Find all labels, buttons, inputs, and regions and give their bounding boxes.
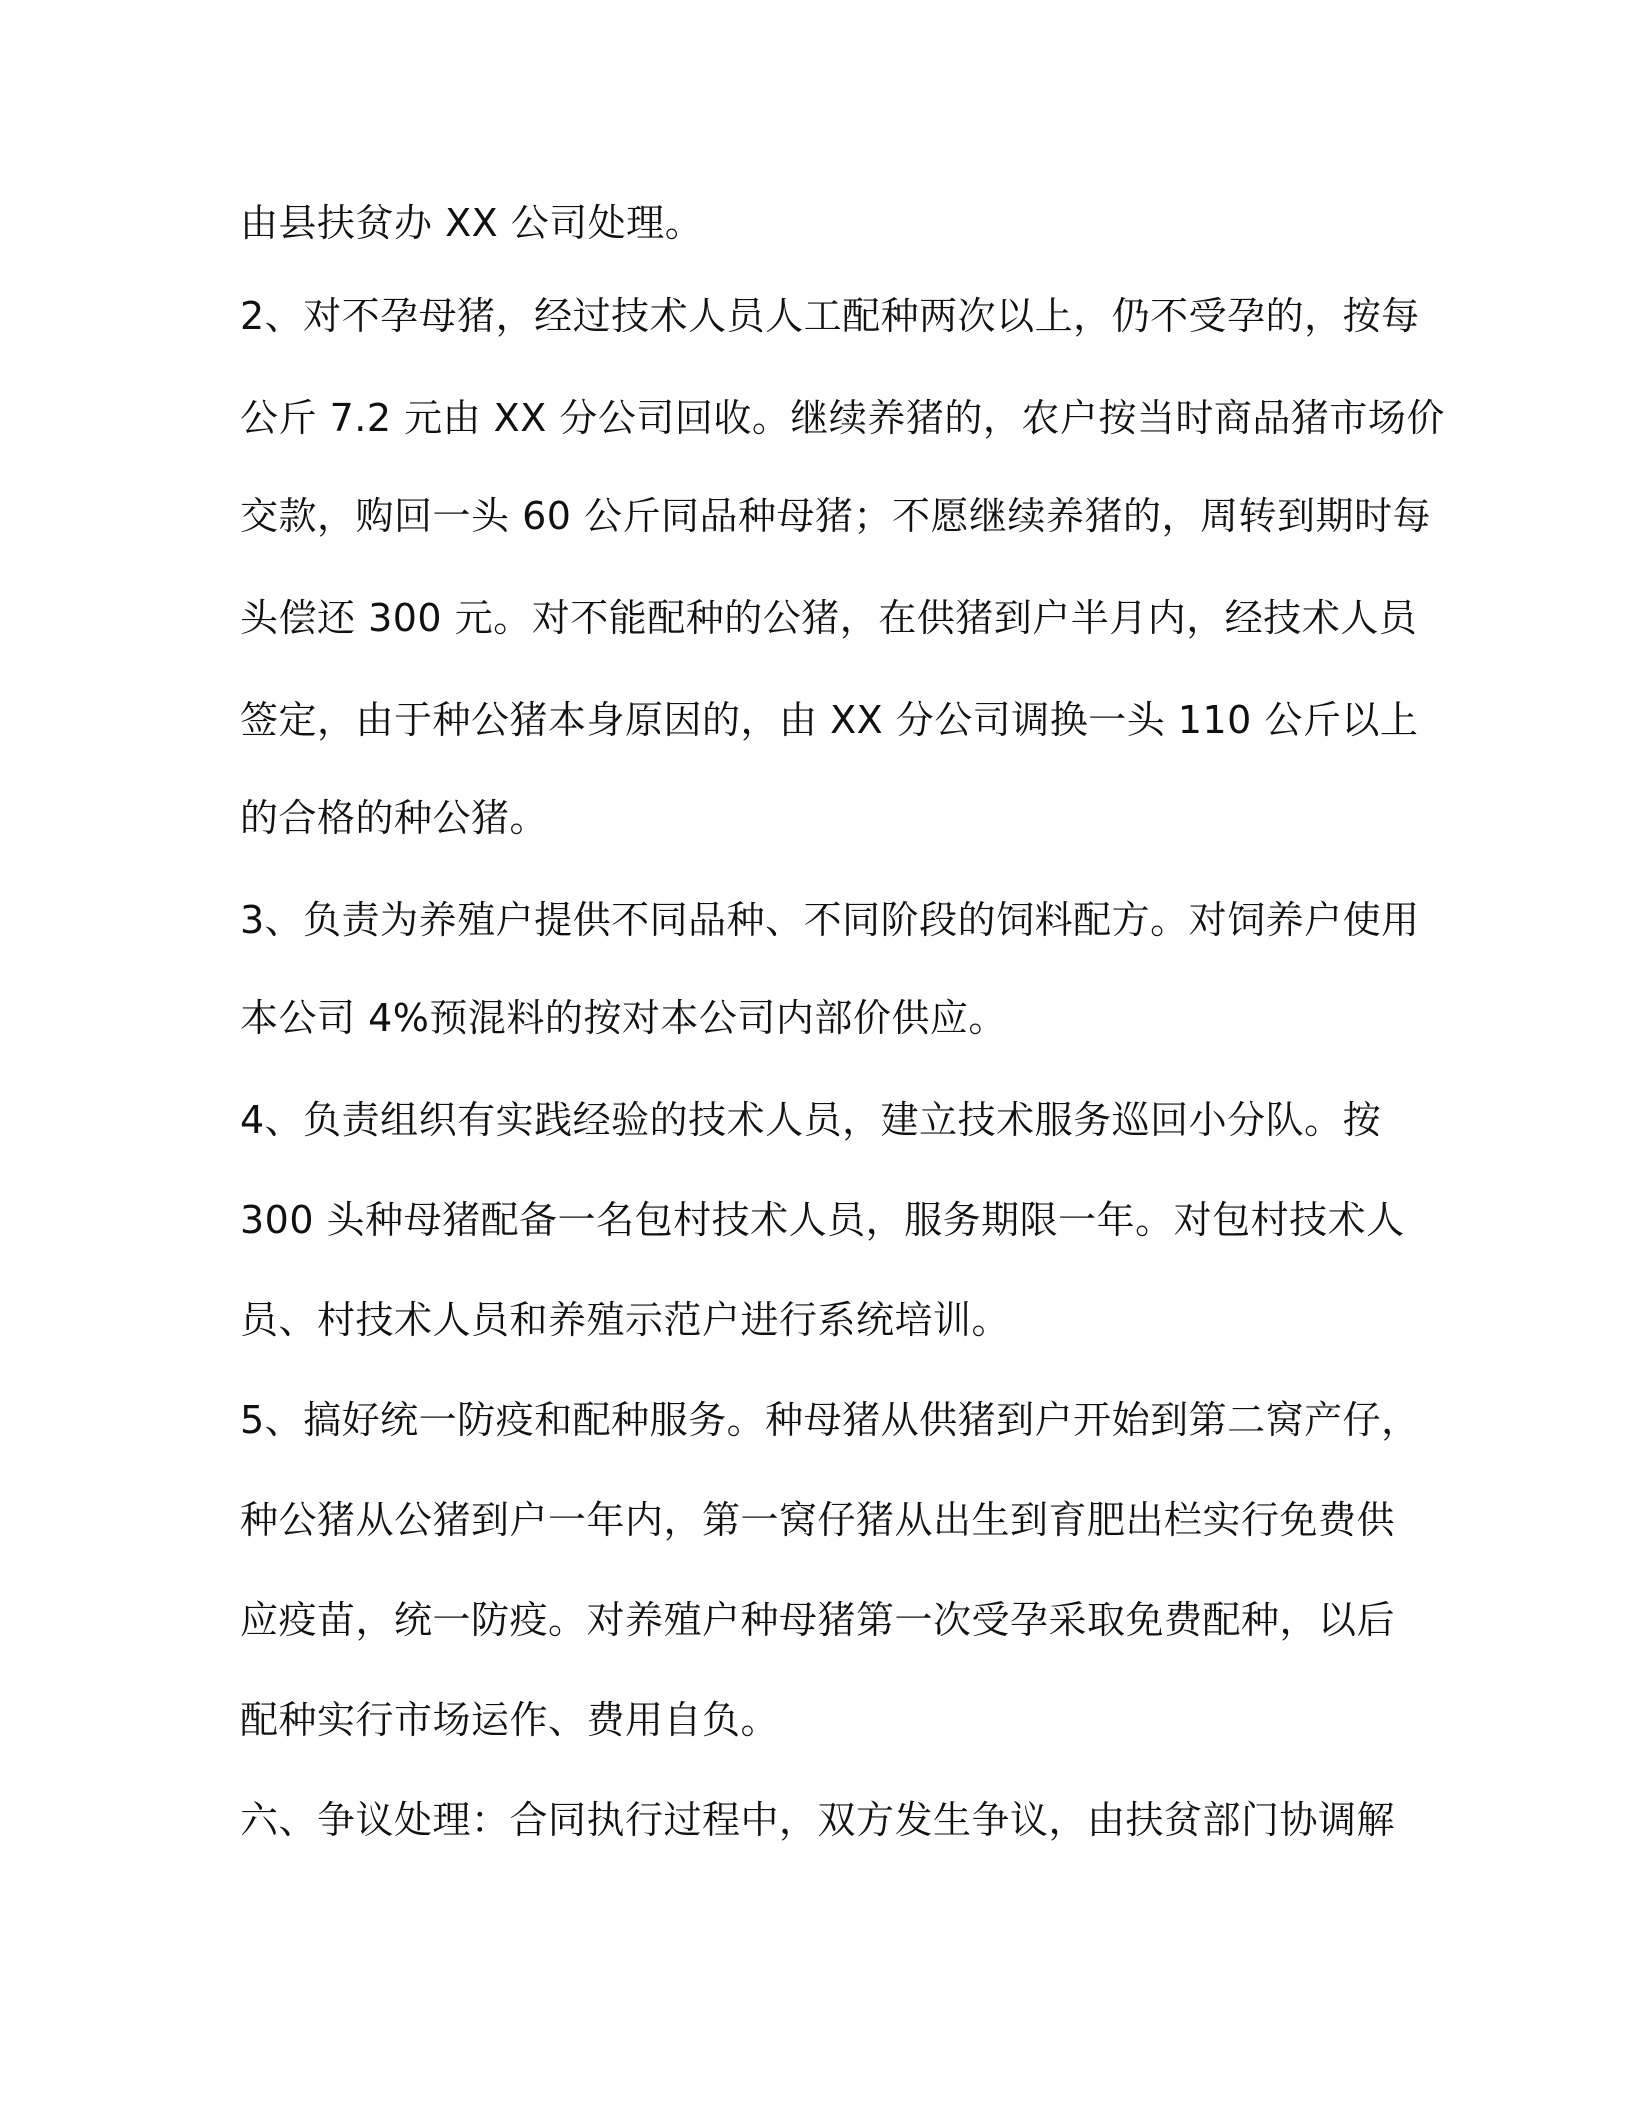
text-line-12: 员、村技术人员和养殖示范户进行系统培训。 (240, 1298, 1011, 1342)
text-line-14: 种公猪从公猪到户一年内，第一窝仔猪从出生到育肥出栏实行免费供 (240, 1498, 1396, 1542)
text-line-8: 3、负责为养殖户提供不同品种、不同阶段的饲料配方。对饲养户使用 (240, 898, 1420, 942)
text-line-2: 2、对不孕母猪，经过技术人员人工配种两次以上，仍不受孕的，按每 (240, 294, 1420, 338)
text-line-10: 4、负责组织有实践经验的技术人员，建立技术服务巡回小分队。按 (240, 1098, 1382, 1142)
text-line-15: 应疫苗，统一防疫。对养殖户种母猪第一次受孕采取免费配种，以后 (240, 1598, 1396, 1642)
text-line-7: 的合格的种公猪。 (240, 796, 549, 840)
text-line-9: 本公司 4%预混料的按对本公司内部价供应。 (240, 996, 1007, 1040)
text-line-3: 公斤 7.2 元由 XX 分公司回收。继续养猪的，农户按当时商品猪市场价 (240, 396, 1445, 440)
text-line-1: 由县扶贫办 XX 公司处理。 (240, 201, 704, 245)
text-line-6: 签定，由于种公猪本身原因的，由 XX 分公司调换一头 110 公斤以上 (240, 698, 1419, 742)
text-line-13: 5、搞好统一防疫和配种服务。种母猪从供猪到户开始到第二窝产仔， (240, 1398, 1420, 1442)
text-line-4: 交款，购回一头 60 公斤同品种母猪；不愿继续养猪的，周转到期时每 (240, 494, 1432, 538)
text-line-11: 300 头种母猪配备一名包村技术人员，服务期限一年。对包村技术人 (240, 1198, 1405, 1242)
text-line-16: 配种实行市场运作、费用自负。 (240, 1698, 780, 1742)
text-line-17: 六、争议处理：合同执行过程中，双方发生争议，由扶贫部门协调解 (240, 1798, 1396, 1842)
text-line-5: 头偿还 300 元。对不能配种的公猪，在供猪到户半月内，经技术人员 (240, 596, 1418, 640)
